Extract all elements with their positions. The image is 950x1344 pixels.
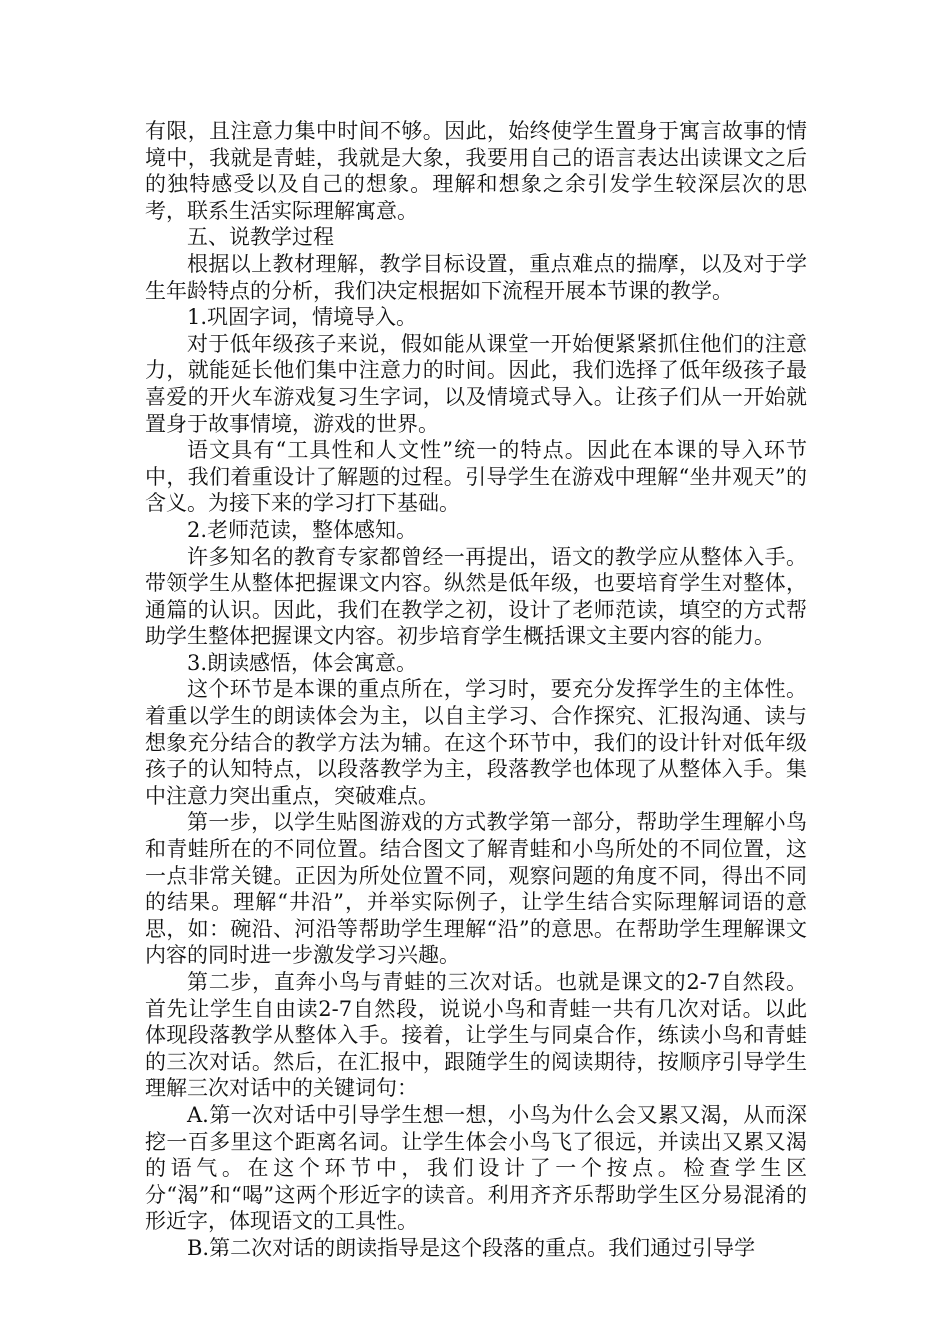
paragraph: 这个环节是本课的重点所在，学习时，要充分发挥学生的主体性。着重以学生的朗读体会为主，以自主学习、合作探究、汇报沟通、读与想象充分结合的教学方法为辅。在这个环节中，我们的设计针对低年级孩子的认知特点，以段落教学为主，段落教学也体现了从整体入手。集中注意力突出重点，突破难点。 (145, 677, 807, 808)
step-heading-2: 2.老师范读，整体感知。 (187, 517, 418, 542)
paragraph-continued: 有限，且注意力集中时间不够。因此，始终使学生置身于寓言故事的情境中，我就是青蛙，我就是大象，我要用自己的语言表达出读课文之后的独特感受以及自己的想象。理解和想象之余引发学生较深层次的思考，联系生活实际理解寓意。 (145, 119, 807, 223)
document-body (145, 118, 807, 1262)
step-heading-1: 1.巩固字词，情境导入。 (187, 305, 418, 330)
paragraph-truncated: B.第二次对话的朗读指导是这个段落的重点。我们通过引导学 (187, 1235, 756, 1260)
paragraph: 许多知名的教育专家都曾经一再提出，语文的教学应从整体入手。带领学生从整体把握课文内容。纵然是低年级，也要培育学生对整体，通篇的认识。因此，我们在教学之初，设计了老师范读，填空的方式帮助学生整体把握课文内容。初步培育学生概括课文主要内容的能力。 (145, 544, 807, 649)
paragraph: 对于低年级孩子来说，假如能从课堂一开始便紧紧抓住他们的注意力，就能延长他们集中注意力的时间。因此，我们选择了低年级孩子最喜爱的开火车游戏复习生字词，以及情境式导入。让孩子们从一开始就置身于故事情境，游戏的世界。 (145, 331, 807, 436)
paragraph: 根据以上教材理解，教学目标设置，重点难点的揣摩，以及对于学生年龄特点的分析，我们决定根据如下流程开展本节课的教学。 (145, 251, 807, 303)
paragraph: A.第一次对话中引导学生想一想，小鸟为什么会又累又渴，从而深挖一百多里这个距离名词。让学生体会小鸟飞了很远，并读出又累又渴的语气。在这个环节中，我们设计了一个按点。检查学生区分“渴”和“喝”这两个形近字的读音。利用齐齐乐帮助学生区分易混淆的形近字，体现语文的工具性。 (145, 1102, 807, 1234)
paragraph: 第一步，以学生贴图游戏的方式教学第一部分，帮助学生理解小鸟和青蛙所在的不同位置。结合图文了解青蛙和小鸟所处的不同位置，这一点非常关键。正因为所处位置不同，观察问题的角度不同，得出不同的结果。理解“井沿”，并举实际例子，让学生结合实际理解词语的意思，如：碗沿、河沿等帮助学生理解“沿”的意思。在帮助学生理解课文内容的同时进一步激发学习兴趣。 (145, 810, 807, 968)
paragraph: 第二步，直奔小鸟与青蛙的三次对话。也就是课文的2-7自然段。首先让学生自由读2-7自然段，说说小鸟和青蛙一共有几次对话。以此体现段落教学从整体入手。接着，让学生与同桌合作，练读小鸟和青蛙的三次对话。然后，在汇报中，跟随学生的阅读期待，按顺序引导学生理解三次对话中的关键词句： (145, 970, 807, 1101)
paragraph: 语文具有“工具性和人文性”统一的特点。因此在本课的导入环节中，我们着重设计了解题的过程。引导学生在游戏中理解“坐井观天”的含义。为接下来的学习打下基础。 (145, 438, 807, 516)
step-heading-3: 3.朗读感悟，体会寓意。 (187, 650, 418, 675)
section-heading-teaching-process: 五、说教学过程 (187, 225, 334, 250)
